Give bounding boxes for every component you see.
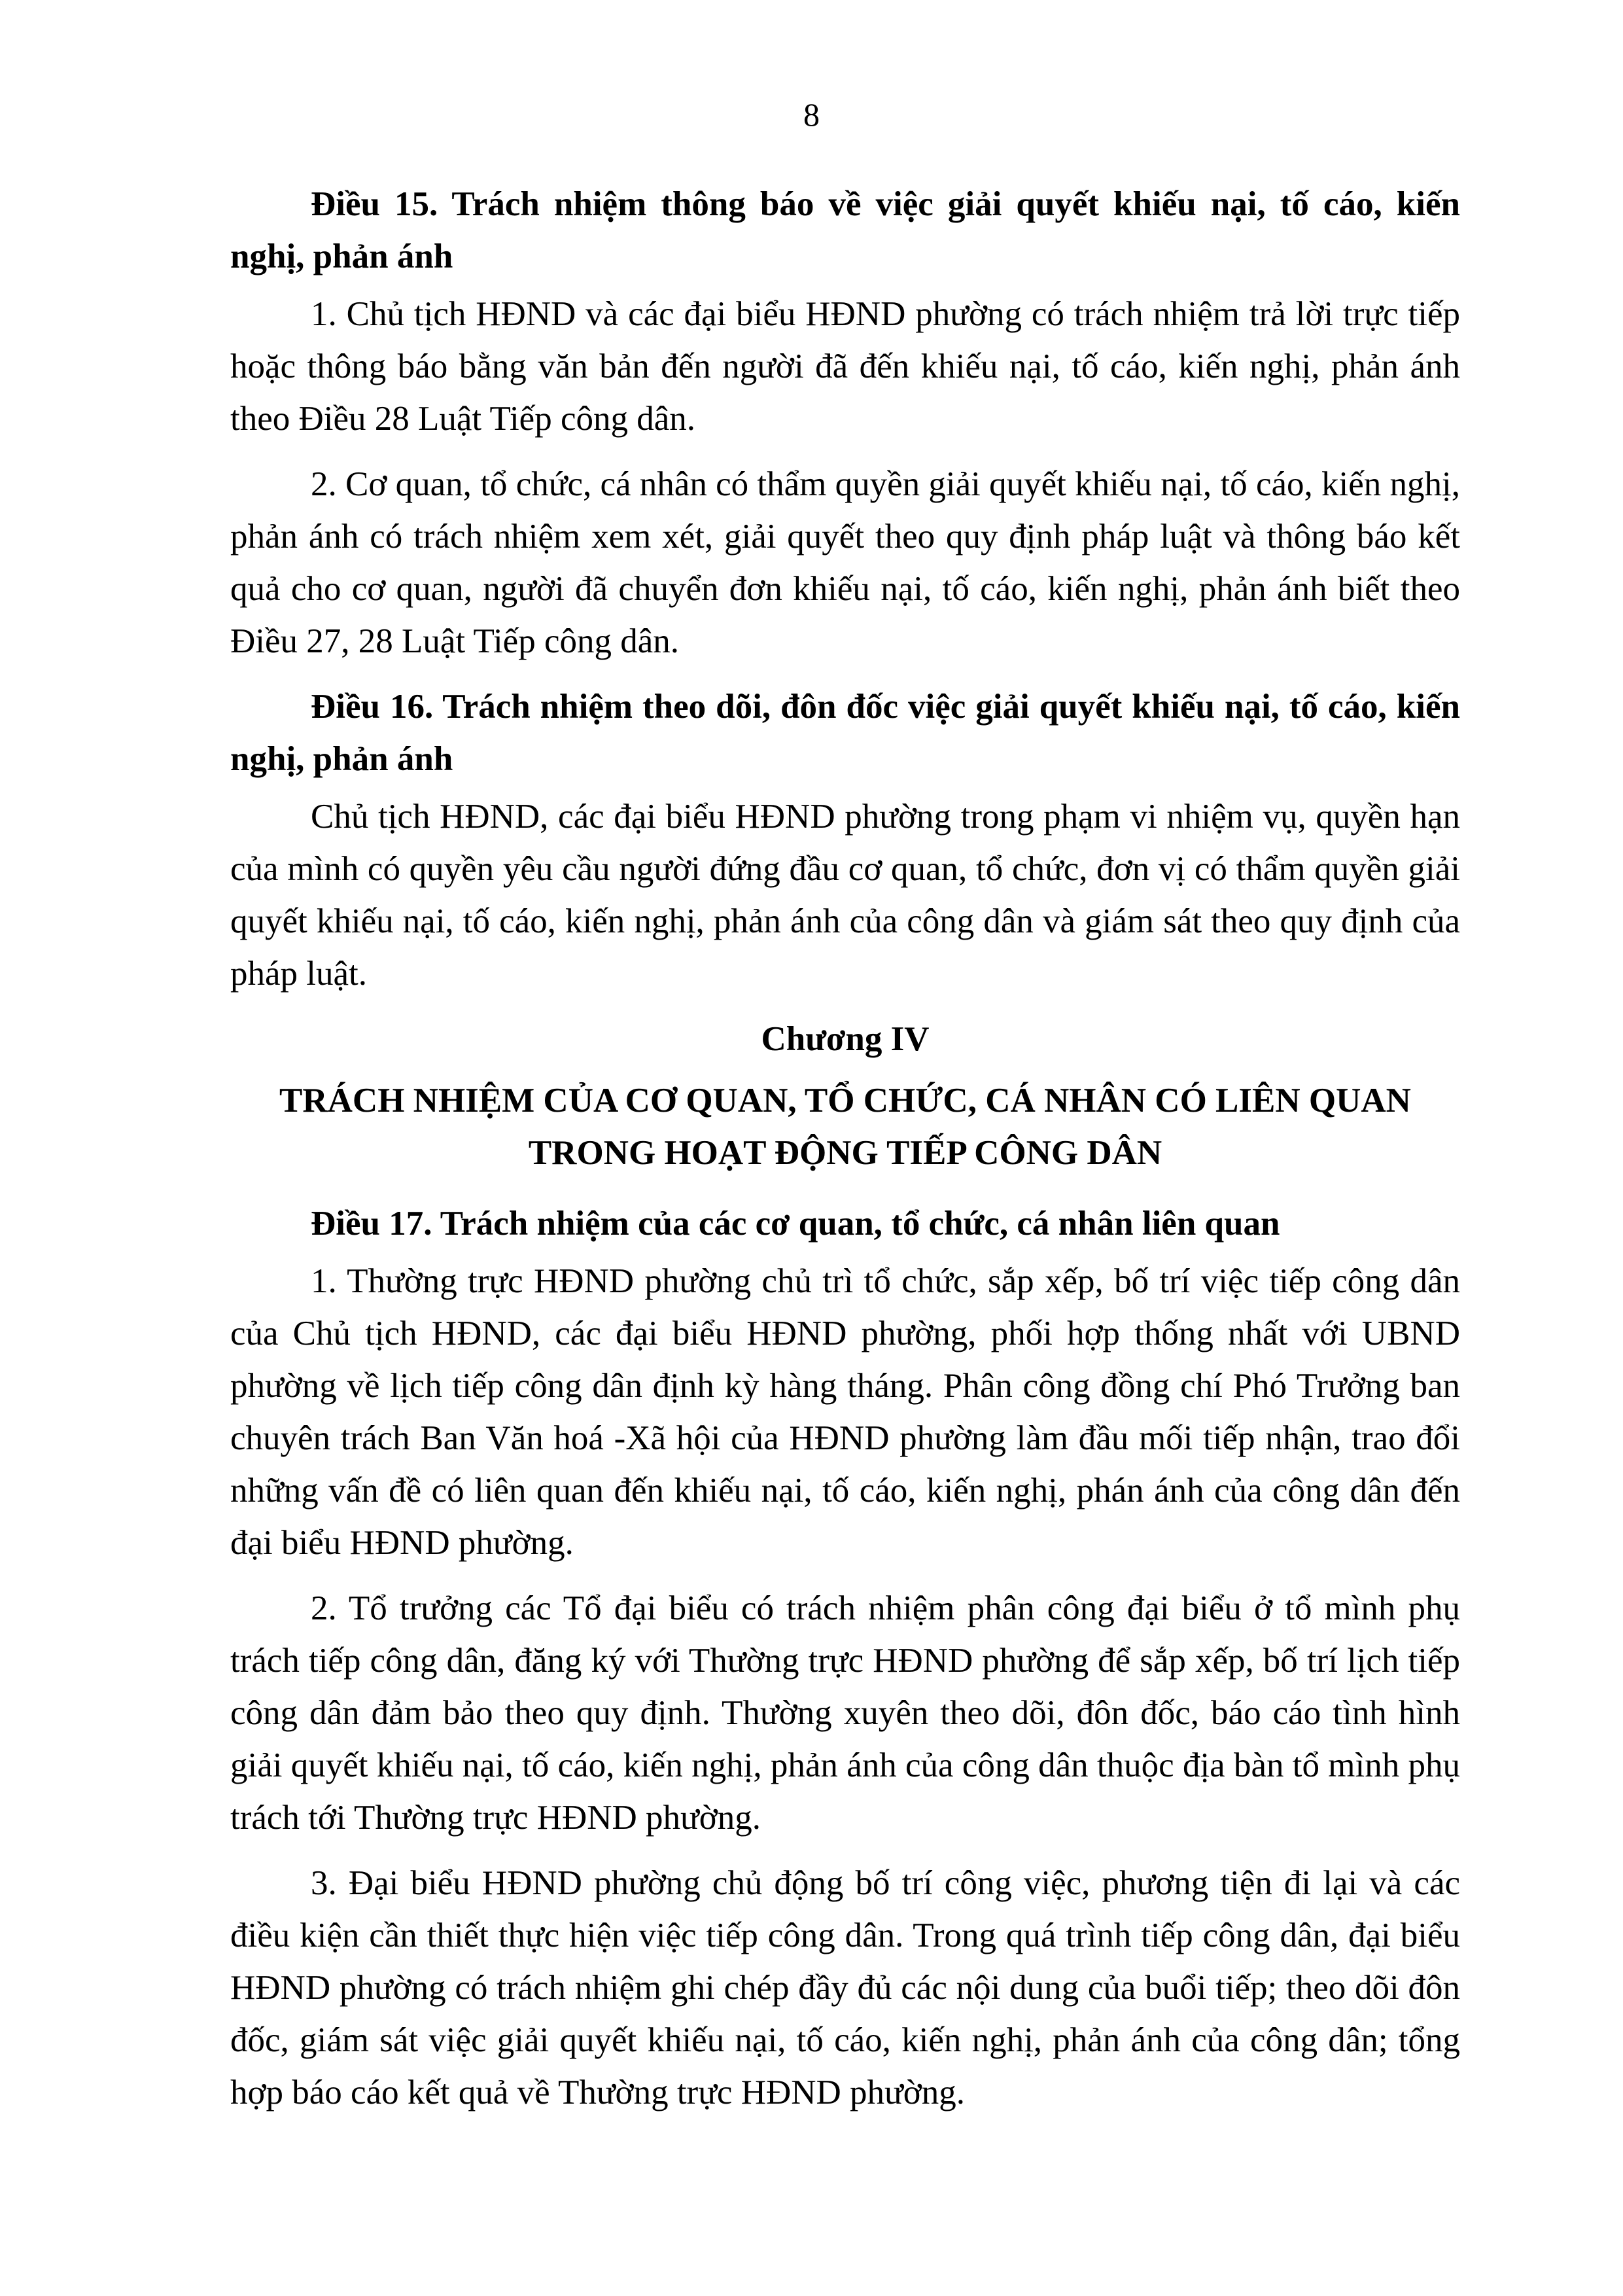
article-17-paragraph-2: 2. Tổ trưởng các Tổ đại biểu có trách nhiệm phân công đại biểu ở tổ mình phụ trách tiếp công dân, đăng ký với Thường trực HĐND phường để sắp xếp, bố trí lịch tiếp công dân đảm bảo theo quy định. Thường xuyên theo dõi, đôn đốc, báo cáo tình hình giải quyết khiếu nại, tố cáo, kiến nghị, phản ánh của công dân thuộc địa bàn tổ mình phụ trách tới Thường trực HĐND phường. bbox=[230, 1589, 1460, 1837]
article-17-paragraph-1: 1. Thường trực HĐND phường chủ trì tổ chức, sắp xếp, bố trí việc tiếp công dân của Chủ tịch HĐND, các đại biểu HĐND phường, phối hợp thống nhất với UBND phường về lịch tiếp công dân định kỳ hàng tháng. Phân công đồng chí Phó Trưởng ban chuyên trách Ban Văn hoá -Xã hội của HĐND phường làm đầu mối tiếp nhận, trao đổi những vấn đề có liên quan đến khiếu nại, tố cáo, kiến nghị, phán ánh của công dân đến đại biểu HĐND phường. bbox=[230, 1262, 1460, 1562]
document-body bbox=[230, 178, 1460, 2132]
article-16-paragraph-1: Chủ tịch HĐND, các đại biểu HĐND phường trong phạm vi nhiệm vụ, quyền hạn của mình có quyền yêu cầu người đứng đầu cơ quan, tổ chức, đơn vị có thẩm quyền giải quyết khiếu nại, tố cáo, kiến nghị, phản ánh của công dân và giám sát theo quy định của pháp luật. bbox=[230, 798, 1460, 993]
article-15 bbox=[230, 178, 1460, 667]
article-17 bbox=[230, 1197, 1460, 2119]
article-15-paragraph-2: 2. Cơ quan, tổ chức, cá nhân có thẩm quyền giải quyết khiếu nại, tố cáo, kiến nghị, phản ánh có trách nhiệm xem xét, giải quyết theo quy định pháp luật và thông báo kết quả cho cơ quan, người đã chuyển đơn khiếu nại, tố cáo, kiến nghị, phản ánh biết theo Điều 27, 28 Luật Tiếp công dân. bbox=[230, 465, 1460, 660]
chapter-title: TRÁCH NHIỆM CỦA CƠ QUAN, TỔ CHỨC, CÁ NHÂN CÓ LIÊN QUAN TRONG HOẠT ĐỘNG TIẾP CÔNG DÂN bbox=[279, 1082, 1411, 1172]
article-16-heading: Điều 16. Trách nhiệm theo dõi, đôn đốc việc giải quyết khiếu nại, tố cáo, kiến nghị, phản ánh bbox=[230, 688, 1460, 778]
article-15-paragraph-1: 1. Chủ tịch HĐND và các đại biểu HĐND phường có trách nhiệm trả lời trực tiếp hoặc thông báo bằng văn bản đến người đã đến khiếu nại, tố cáo, kiến nghị, phản ánh theo Điều 28 Luật Tiếp công dân. bbox=[230, 295, 1460, 438]
article-16 bbox=[230, 680, 1460, 1000]
article-17-heading: Điều 17. Trách nhiệm của các cơ quan, tổ chức, cá nhân liên quan bbox=[311, 1205, 1280, 1243]
article-15-heading: Điều 15. Trách nhiệm thông báo về việc giải quyết khiếu nại, tố cáo, kiến nghị, phản ánh bbox=[230, 185, 1460, 275]
chapter-4 bbox=[230, 1013, 1460, 1179]
article-17-paragraph-3: 3. Đại biểu HĐND phường chủ động bố trí công việc, phương tiện đi lại và các điều kiện cần thiết thực hiện việc tiếp công dân. Trong quá trình tiếp công dân, đại biểu HĐND phường có trách nhiệm ghi chép đầy đủ các nội dung của buổi tiếp; theo dõi đôn đốc, giám sát việc giải quyết khiếu nại, tố cáo, kiến nghị, phản ánh của công dân; tổng hợp báo cáo kết quả về Thường trực HĐND phường. bbox=[230, 1864, 1460, 2111]
chapter-label: Chương IV bbox=[761, 1020, 930, 1058]
page-number: 8 bbox=[803, 96, 820, 133]
